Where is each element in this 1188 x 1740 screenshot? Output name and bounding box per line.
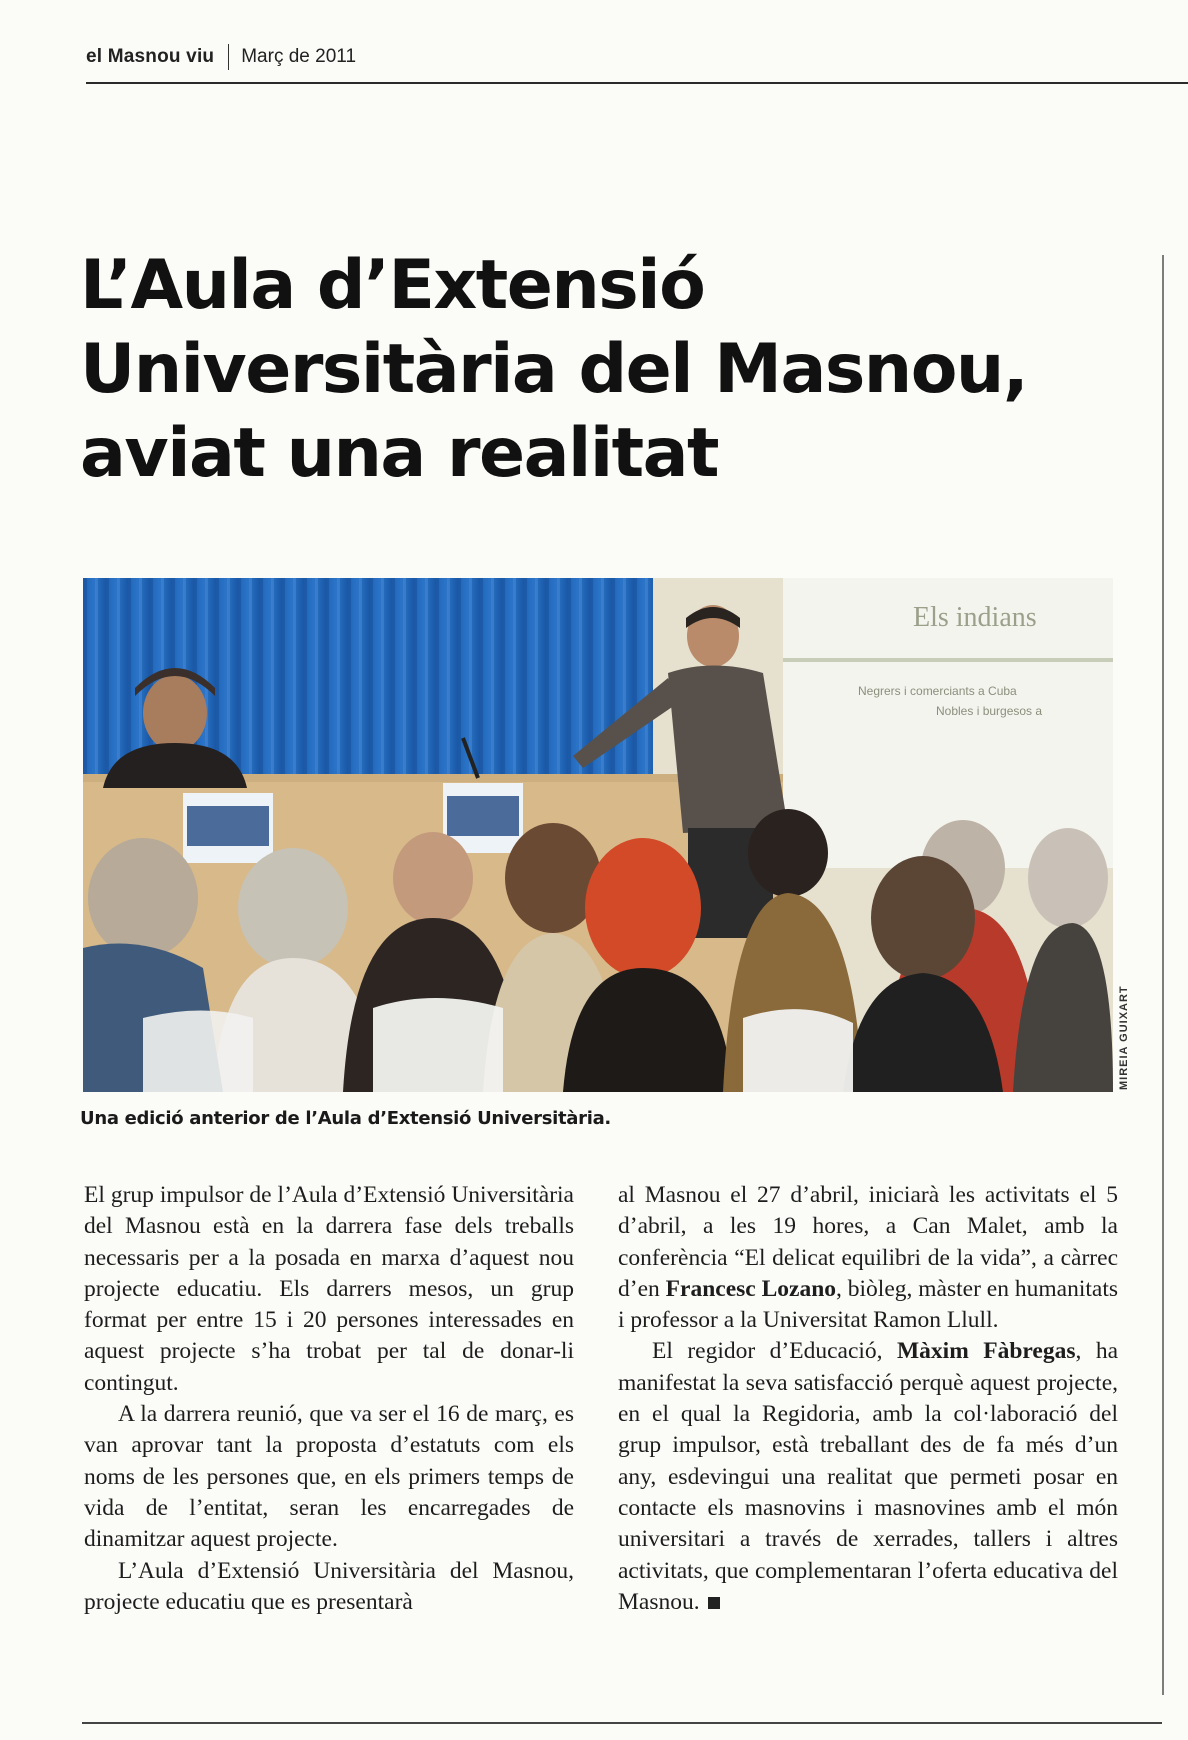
person-name-lozano: Francesc Lozano bbox=[665, 1275, 837, 1302]
photo-caption: Una edició anterior de l’Aula d’Extensió Universitària. bbox=[80, 1108, 611, 1129]
top-rule bbox=[86, 82, 1188, 84]
headline-line-2: Universitària del Masnou, bbox=[80, 330, 1028, 409]
paragraph-1: El grup impulsor de l’Aula d’Extensió Universitària del Masnou està en la darrera fase dels treballs necessaris per a la posada en marxa d’aquest nou projecte educatiu. Els darrers mesos, un grup format per entre 15 i 20 persones interessades en aquest projecte s’ha trobat per tal de donar-li contingut. bbox=[84, 1182, 574, 1396]
end-of-article-mark bbox=[708, 1597, 720, 1609]
paragraph-3: L’Aula d’Extensió Universitària del Masnou, projecte educatiu que es presentarà bbox=[84, 1557, 574, 1615]
article-photo bbox=[83, 578, 1113, 1092]
paragraph-4: al Masnou el 27 d’abril, iniciarà les activitats el 5 d’abril, a les 19 hores, a Can Malet, amb la conferència “El delicat equilibri de la vida”, a càrrec d’en Francesc Lozano, biòleg, màster en humanitats i professor a la Universitat Ramon Llull. bbox=[618, 1182, 1118, 1334]
bottom-rule bbox=[82, 1722, 1162, 1724]
screen-title: Els indians bbox=[913, 602, 1037, 633]
publication-name: el Masnou viu bbox=[86, 46, 215, 67]
right-column-rule bbox=[1162, 255, 1164, 1695]
headline-line-1: L’Aula d’Extensió bbox=[80, 246, 705, 325]
person-name-fabregas: Màxim Fàbregas bbox=[896, 1338, 1076, 1365]
screen-line-1: Negrers i comerciants a Cuba bbox=[858, 684, 1017, 698]
header-separator bbox=[228, 44, 229, 70]
article-column-1 bbox=[84, 1180, 574, 1618]
page-header bbox=[86, 44, 356, 70]
paragraph-5: El regidor d’Educació, Màxim Fàbregas, ha manifestat la seva satisfacció perquè aquest projecte, en el qual la Regidoria, amb la col·laboració del grup impulsor, està treballant des de fa més d’un any, esdevingui una realitat que permeti posar en contacte els masnovins i masnovines amb el món universitari a través de xerrades, tallers i altres activitats, que complementaran l’oferta educativa del Masnou. bbox=[618, 1338, 1118, 1615]
article-column-2 bbox=[618, 1180, 1118, 1618]
photo-credit: MIREIA GUIXART bbox=[1118, 985, 1130, 1090]
headline-line-3: aviat una realitat bbox=[80, 414, 719, 493]
issue-date: Març de 2011 bbox=[241, 46, 357, 67]
screen-line-2: Nobles i burgesos a bbox=[936, 704, 1043, 718]
article-headline bbox=[80, 244, 1150, 496]
paragraph-2: A la darrera reunió, que va ser el 16 de març, es van aprovar tant la proposta d’estatuts com els noms de les persones que, en els primers temps de vida de l’entitat, seran les encarregades de dinamitzar aquest projecte. bbox=[84, 1401, 574, 1553]
